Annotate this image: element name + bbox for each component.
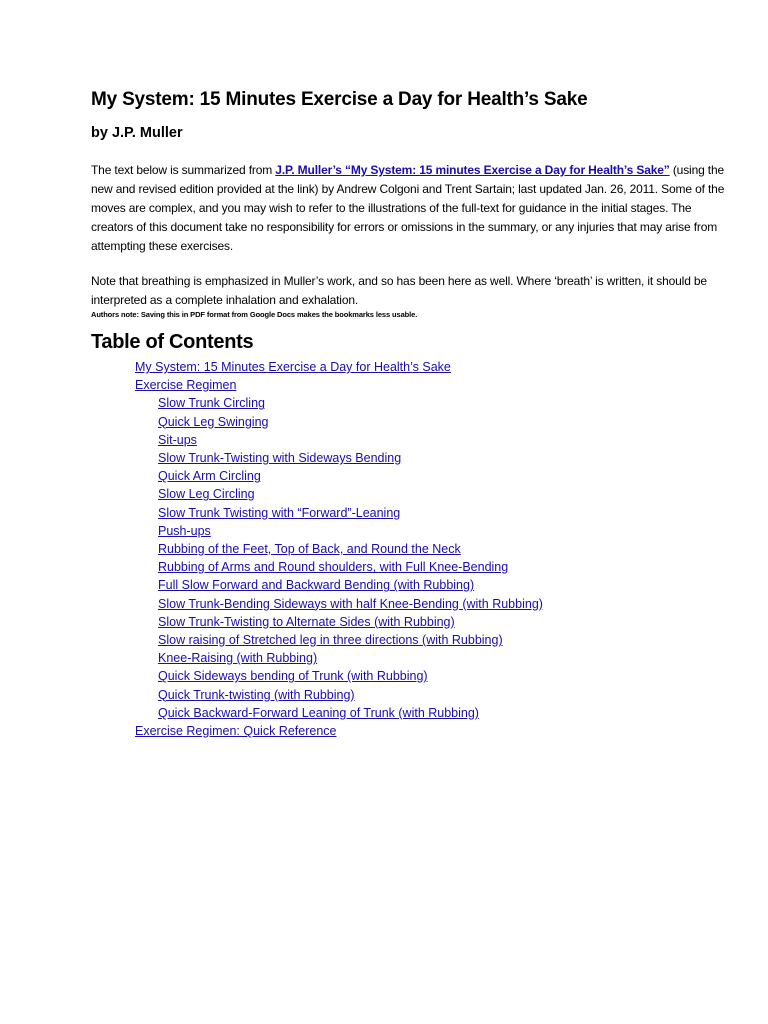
toc-entry <box>91 485 731 503</box>
toc-entry <box>91 667 731 685</box>
breathing-note-paragraph: Note that breathing is emphasized in Muller’s work, and so has been here as well. Where ‘breath’ is written, it should be interpreted as a complete inhalation and exhalation. <box>91 274 707 307</box>
toc-entry <box>91 522 731 540</box>
document-title: My System: 15 Minutes Exercise a Day for Health’s Sake <box>91 89 588 110</box>
toc-entry <box>91 631 731 649</box>
toc-link[interactable]: Quick Sideways bending of Trunk (with Rubbing) <box>158 669 428 684</box>
toc-entry <box>91 376 731 394</box>
toc-entry <box>91 540 731 558</box>
toc-entry <box>91 576 731 594</box>
toc-link[interactable]: Rubbing of the Feet, Top of Back, and Round the Neck <box>158 542 461 557</box>
toc-link[interactable]: Sit-ups <box>158 432 197 447</box>
toc-entry <box>91 649 731 667</box>
intro-text-before-link: The text below is summarized from <box>91 163 276 177</box>
toc-link[interactable]: Rubbing of Arms and Round shoulders, with Full Knee-Bending <box>158 560 509 575</box>
toc-entry <box>91 394 731 412</box>
toc-link[interactable]: Quick Backward-Forward Leaning of Trunk (with Rubbing) <box>158 705 479 720</box>
toc-link[interactable]: Knee-Raising (with Rubbing) <box>158 651 318 666</box>
toc-link[interactable]: Push-ups <box>158 523 211 538</box>
toc-entry <box>91 613 731 631</box>
toc-link[interactable]: Quick Arm Circling <box>158 469 261 484</box>
toc-heading: Table of Contents <box>91 331 254 353</box>
toc-link[interactable]: Slow Trunk-Bending Sideways with half Knee-Bending (with Rubbing) <box>158 596 543 611</box>
document-byline: by J.P. Muller <box>91 125 183 141</box>
toc-entry <box>91 449 731 467</box>
toc-entry <box>91 431 731 449</box>
toc-entry <box>91 504 731 522</box>
toc-entry <box>91 558 731 576</box>
table-of-contents <box>91 358 731 740</box>
toc-link[interactable]: Slow Trunk-Twisting to Alternate Sides (with Rubbing) <box>158 614 455 629</box>
toc-entry <box>91 686 731 704</box>
intro-text-after-link: (using the new and revised edition provided at the link) by Andrew Colgoni and Trent Sartain; last updated Jan. 26, 2011. Some of the moves are complex, and you may wish to refer to the illustrations of the full-text for guidance in the initial stages. The creators of this document take no responsibility for errors or omissions in the summary, or any injuries that may arise from attempting these exercises. <box>91 163 725 253</box>
toc-link[interactable]: Quick Trunk-twisting (with Rubbing) <box>158 687 355 702</box>
toc-entry <box>91 358 731 376</box>
toc-entry <box>91 595 731 613</box>
toc-entry <box>91 413 731 431</box>
toc-link[interactable]: Slow Trunk Circling <box>158 396 265 411</box>
toc-link[interactable]: My System: 15 Minutes Exercise a Day for Health’s Sake <box>135 360 451 374</box>
toc-link[interactable]: Slow Trunk-Twisting with Sideways Bending <box>158 451 402 466</box>
toc-link[interactable]: Slow Leg Circling <box>158 487 255 502</box>
toc-link[interactable]: Exercise Regimen <box>135 378 237 393</box>
toc-link[interactable]: Exercise Regimen: Quick Reference <box>135 724 337 739</box>
toc-entry <box>91 722 731 740</box>
intro-paragraph <box>91 161 727 256</box>
toc-link[interactable]: Quick Leg Swinging <box>158 414 269 429</box>
document-page <box>91 86 731 740</box>
toc-link[interactable]: Slow Trunk Twisting with “Forward”-Leaning <box>158 505 401 520</box>
source-text-link[interactable]: J.P. Muller’s “My System: 15 minutes Exercise a Day for Health’s Sake” <box>275 163 670 177</box>
toc-link[interactable]: Slow raising of Stretched leg in three directions (with Rubbing) <box>158 633 503 648</box>
authors-note: Authors note: Saving this in PDF format from Google Docs makes the bookmarks less usable. <box>91 310 418 319</box>
toc-entry <box>91 704 731 722</box>
toc-entry <box>91 467 731 485</box>
toc-link[interactable]: Full Slow Forward and Backward Bending (with Rubbing) <box>158 578 475 593</box>
